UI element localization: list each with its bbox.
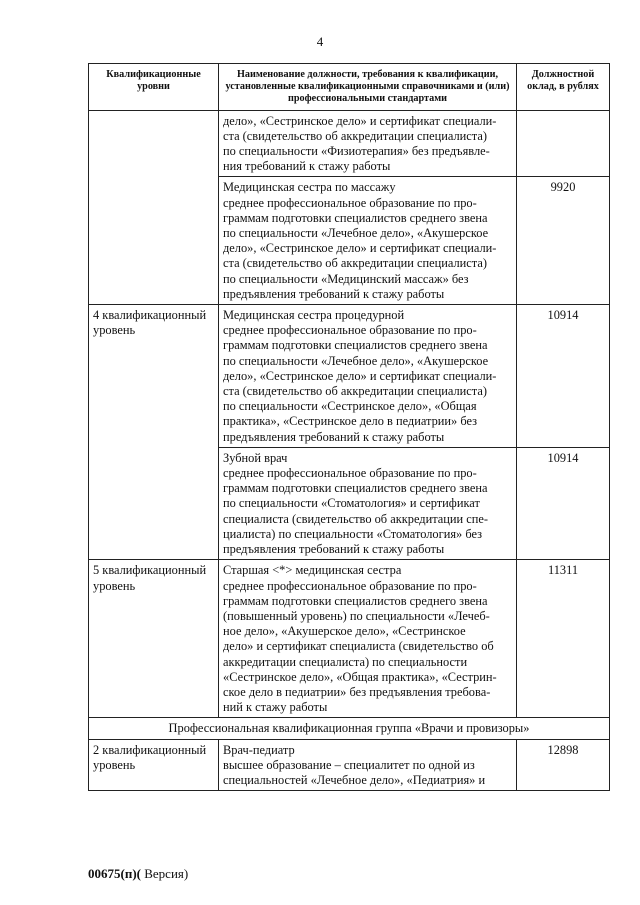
position-title: Старшая <*> медицинская сестра	[223, 563, 402, 578]
table-row	[89, 110, 610, 177]
requirement-line: среднее профессиональное образование по про-	[223, 323, 477, 338]
qualification-level-cell: 4 квалификационный уровень	[89, 305, 219, 448]
position-title: Медицинская сестра по массажу	[223, 180, 396, 195]
position-description-cell	[219, 110, 517, 177]
position-title: дело», «Сестринское дело» и сертификат специали-	[223, 113, 497, 128]
position-description-cell	[219, 739, 517, 791]
requirement-line: циалиста) по специальности «Стоматология» без	[223, 526, 483, 541]
header-qualification-levels: Квалификационные уровни	[89, 64, 219, 111]
requirement-line: дело», «Сестринское дело» и сертификат специали-	[223, 368, 497, 383]
requirement-line: среднее профессиональное образование по про-	[223, 195, 477, 210]
qualification-level-cell: 2 квалификационный уровень	[89, 739, 219, 791]
requirement-line: граммам подготовки специалистов среднего звена	[223, 481, 488, 496]
requirement-line: (повышенный уровень) по специальности «Лечеб-	[223, 608, 490, 623]
salary-cell: 12898	[517, 739, 610, 791]
qualification-level-cell	[89, 110, 219, 177]
requirement-line: высшее образование – специалитет по одной из	[223, 757, 475, 772]
position-title: Зубной врач	[223, 450, 288, 465]
requirement-line: предъявления требований к стажу работы	[223, 542, 445, 557]
position-title: Врач-педиатр	[223, 742, 295, 757]
requirement-line: специалиста (свидетельство об аккредитации спе-	[223, 511, 489, 526]
requirement-line: предъявления требований к стажу работы	[223, 286, 445, 301]
document-version: Версия)	[140, 866, 189, 881]
header-position-requirements: Наименование должности, требования к квалификации, установленные квалификационными справочниками и (или) профессиональными стандартами	[219, 64, 517, 111]
salary-cell: 11311	[517, 560, 610, 718]
qualification-level-cell: 5 квалификационный уровень	[89, 560, 219, 718]
page-number: 4	[316, 34, 324, 49]
table-row	[89, 177, 610, 305]
salary-cell: 10914	[517, 305, 610, 448]
qualification-level-cell	[89, 177, 219, 305]
requirement-line: по специальности «Лечебное дело», «Акушерское	[223, 353, 489, 368]
requirement-line: «Сестринское дело», «Общая практика», «Сестрин-	[223, 669, 497, 684]
table-row	[89, 560, 610, 718]
position-description-cell	[219, 560, 517, 718]
table-row	[89, 718, 610, 739]
requirement-line: ста (свидетельство об аккредитации специалиста)	[223, 128, 487, 143]
document-code-number: 00675(п)(	[88, 866, 141, 881]
position-description-cell	[219, 447, 517, 559]
position-description-cell	[219, 177, 517, 305]
requirement-line: по специальности «Стоматология» и сертификат	[223, 496, 480, 511]
salary-cell: 10914	[517, 447, 610, 559]
table-row	[89, 305, 610, 448]
requirement-line: по специальности «Сестринское дело», «Общая	[223, 399, 477, 414]
table-header-row	[89, 64, 610, 111]
requirement-line: ста (свидетельство об аккредитации специалиста)	[223, 384, 487, 399]
header-salary: Должностной оклад, в рублях	[517, 64, 610, 111]
document-code	[88, 866, 188, 882]
requirement-line: ния требований к стажу работы	[223, 159, 391, 174]
qualification-table	[88, 63, 610, 791]
requirement-line: предъявления требований к стажу работы	[223, 429, 445, 444]
requirement-line: граммам подготовки специалистов среднего звена	[223, 338, 488, 353]
requirement-line: дело», «Сестринское дело» и сертификат специали-	[223, 241, 497, 256]
requirement-line: специальностей «Лечебное дело», «Педиатрия» и	[223, 772, 486, 787]
requirement-line: аккредитации специалиста) по специальности	[223, 654, 468, 669]
requirement-line: практика», «Сестринское дело в педиатрии» без	[223, 414, 478, 429]
requirement-line: дело» и сертификат специалиста (свидетельство об	[223, 639, 494, 654]
requirement-line: граммам подготовки специалистов среднего звена	[223, 593, 488, 608]
table-row	[89, 447, 610, 559]
salary-cell	[517, 110, 610, 177]
requirement-line: среднее профессиональное образование по про-	[223, 578, 477, 593]
requirement-line: ское дело в педиатрии» без предъявления требова-	[223, 684, 491, 699]
requirement-line: ний к стажу работы	[223, 700, 328, 715]
requirement-line: по специальности «Лечебное дело», «Акушерское	[223, 226, 489, 241]
requirement-line: среднее профессиональное образование по про-	[223, 466, 477, 481]
requirement-line: по специальности «Физиотерапия» без предъявле-	[223, 144, 490, 159]
professional-group-heading: Профессиональная квалификационная группа «Врачи и провизоры»	[89, 718, 610, 739]
qualification-level-cell	[89, 447, 219, 559]
requirement-line: ное дело», «Акушерское дело», «Сестринское	[223, 624, 466, 639]
requirement-line: граммам подготовки специалистов среднего звена	[223, 210, 488, 225]
table-row	[89, 739, 610, 791]
salary-cell: 9920	[517, 177, 610, 305]
position-title: Медицинская сестра процедурной	[223, 308, 405, 323]
position-description-cell	[219, 305, 517, 448]
requirement-line: ста (свидетельство об аккредитации специалиста)	[223, 256, 487, 271]
requirement-line: по специальности «Медицинский массаж» без	[223, 271, 469, 286]
